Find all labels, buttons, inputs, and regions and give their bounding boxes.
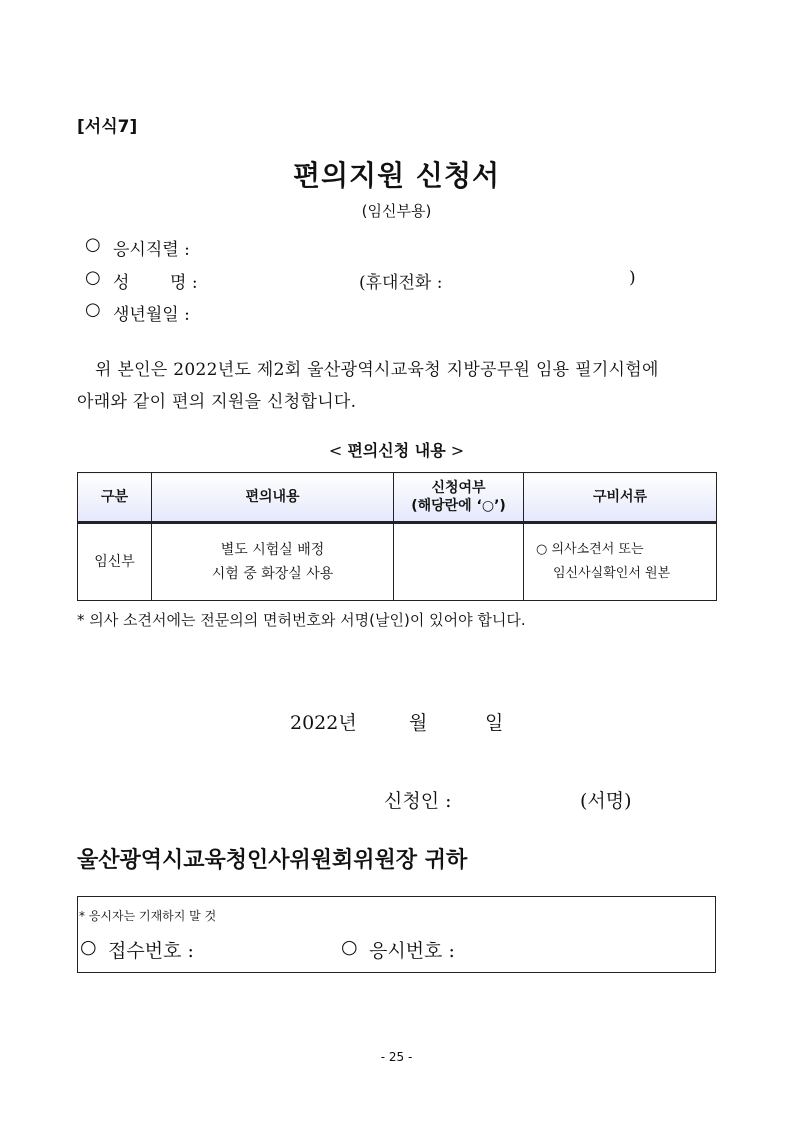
cell-content-line1: 별도 시험실 배정 [220,542,325,558]
applicant-label: 신청인 : [384,790,452,812]
header-documents: 구비서류 [524,473,717,523]
document-subtitle: (임신부용) [361,202,432,220]
phone-label: (휴대전화 : [359,273,443,293]
name-label-part2: 명 : [170,273,198,293]
date-year: 2022년 [290,712,357,734]
signature-mark: (서명) [580,790,632,812]
cell-category: 임신부 [78,523,152,601]
header-apply-line2: (해당란에 ‘○’) [411,498,506,514]
bullet-circle-icon: ○ [80,936,97,958]
cell-content [152,523,394,601]
name-label-part1: 성 [113,273,130,293]
section-bracket-close: > [450,441,465,460]
cell-content-line2: 시험 중 화장실 사용 [211,566,334,582]
exam-number-label: 응시번호 : [369,940,455,962]
date-day: 일 [485,712,504,734]
header-apply [394,473,524,523]
exam-position-label: 응시직렬 : [113,240,190,260]
bullet-circle-icon: ○ [85,299,101,320]
cell-apply-checkbox[interactable] [394,523,524,601]
bullet-circle-icon: ○ [85,234,101,255]
addressee: 울산광역시교육청인사위원회위원장 귀하 [77,848,468,873]
table-header-row [78,473,717,523]
section-title [0,438,793,461]
office-use-note: * 응시자는 기재하지 말 것 [79,909,217,923]
section-title-text: 편의신청 내용 [347,441,446,460]
statement-line-1: 위 본인은 2022년도 제2회 울산광역시교육청 지방공무원 임용 필기시험에 [95,360,659,380]
header-apply-line1: 신청여부 [431,480,486,496]
header-content: 편의내용 [152,473,394,523]
birthdate-label: 생년월일 : [113,305,190,325]
form-tag: [서식7] [77,117,138,137]
page-number: - 25 - [380,1050,413,1064]
cell-documents-line2: 임신사실확인서 원본 [553,566,671,581]
bullet-circle-icon: ○ [85,267,101,288]
requirement-note: * 의사 소견서에는 전문의의 면허번호와 서명(날인)이 있어야 합니다. [77,611,526,629]
table-row [78,523,717,601]
statement-line-2: 아래와 같이 편의 지원을 신청합니다. [77,392,357,412]
request-table [77,472,717,601]
date-month: 월 [409,712,428,734]
section-bracket-open: < [328,441,343,460]
header-category: 구분 [78,473,152,523]
cell-documents [524,523,717,601]
document-title: 편의지원 신청서 [292,159,501,192]
phone-close-paren: ) [629,268,636,288]
bullet-circle-icon: ○ [341,936,358,958]
cell-documents-line1: ○ 의사소견서 또는 [536,542,644,557]
receipt-number-label: 접수번호 : [108,940,194,962]
